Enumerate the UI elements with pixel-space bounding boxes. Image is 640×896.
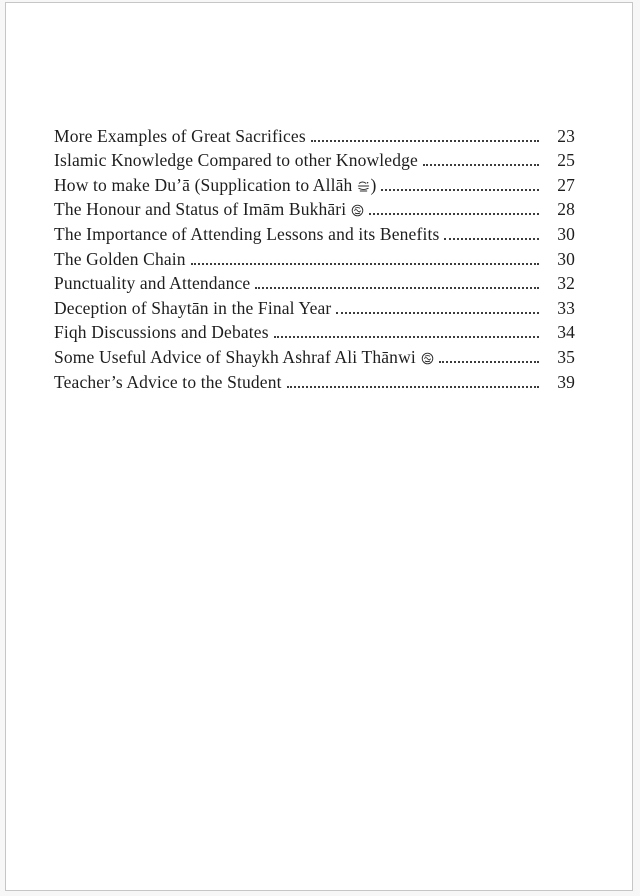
dot-leader [191, 263, 539, 265]
toc-entry-page-number: 23 [557, 125, 575, 146]
dot-leader [444, 238, 539, 240]
book-page [5, 2, 633, 891]
dot-leader [381, 189, 539, 191]
toc-entry-title: Punctuality and Attendance [54, 273, 251, 294]
toc-entry [54, 368, 575, 393]
toc-entry-title: More Examples of Great Sacrifices [54, 125, 306, 146]
table-of-contents [54, 122, 575, 393]
toc-entry-title-suffix: ) [370, 174, 377, 195]
honorific-rahimahullah-icon [351, 204, 364, 217]
toc-entry [54, 220, 575, 245]
toc-entry [54, 270, 575, 295]
toc-entry-page-number: 27 [557, 174, 575, 195]
toc-entry-page-number: 39 [557, 371, 575, 392]
dot-leader [336, 312, 539, 314]
toc-entry-page-number: 33 [557, 297, 575, 318]
dot-leader [274, 336, 539, 338]
toc-entry [54, 343, 575, 368]
toc-entry [54, 122, 575, 147]
dot-leader [423, 164, 539, 166]
toc-entry-page-number: 30 [557, 248, 575, 269]
toc-entry-title: Fiqh Discussions and Debates [54, 322, 269, 343]
toc-entry [54, 245, 575, 270]
toc-entry [54, 171, 575, 196]
dot-leader [311, 140, 539, 142]
toc-entry-title: Some Useful Advice of Shaykh Ashraf Ali Thānwi [54, 346, 416, 367]
dot-leader [439, 361, 539, 363]
toc-entry [54, 147, 575, 172]
toc-entry-title: The Importance of Attending Lessons and its Benefits [54, 223, 440, 244]
dot-leader [255, 287, 539, 289]
toc-entry [54, 319, 575, 344]
toc-entry-title: Teacher’s Advice to the Student [54, 371, 282, 392]
toc-entry-title: The Honour and Status of Imām Bukhāri [54, 199, 347, 220]
honorific-jalla-jalaluhu-icon [357, 180, 370, 193]
toc-entry-page-number: 35 [557, 346, 575, 367]
toc-entry-title: Islamic Knowledge Compared to other Knowledge [54, 150, 418, 171]
toc-entry-page-number: 28 [557, 199, 575, 220]
toc-entry-title: Deception of Shaytān in the Final Year [54, 297, 332, 318]
toc-entry-page-number: 32 [557, 273, 575, 294]
toc-entry-title: The Golden Chain [54, 248, 186, 269]
toc-entry-page-number: 30 [557, 223, 575, 244]
honorific-rahimahullah-icon [421, 352, 434, 365]
toc-entry-title: How to make Du’ā (Supplication to Allāh [54, 174, 353, 195]
toc-entry-page-number: 25 [557, 150, 575, 171]
dot-leader [369, 213, 539, 215]
toc-entry [54, 196, 575, 221]
toc-entry [54, 294, 575, 319]
toc-entry-page-number: 34 [557, 322, 575, 343]
dot-leader [287, 386, 539, 388]
